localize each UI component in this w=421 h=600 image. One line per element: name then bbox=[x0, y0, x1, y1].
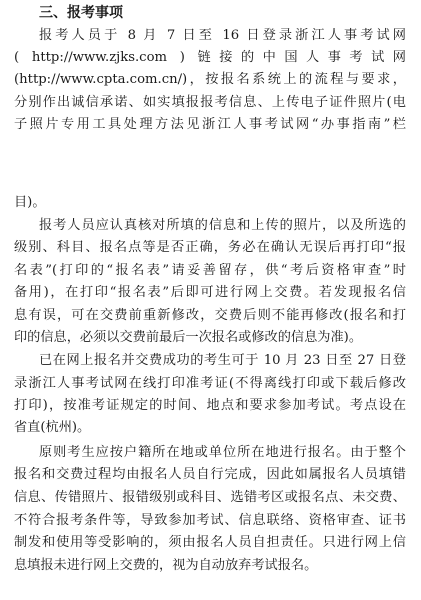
paragraph-1-line-3: (http://www.cpta.com.cn/)，按报名系统上的流程与要求， bbox=[14, 72, 406, 87]
paragraph-1-line-5: 子照片专用工具处理方法见浙江人事考试网“办事指南”栏 bbox=[14, 117, 406, 132]
paragraph-4-line-6: 息填报未进行网上交费的，视为自动放弃考试报名。 bbox=[14, 558, 318, 573]
paragraph-3-line-2: 录浙江人事考试网在线打印准考证(不得离线打印或下载后修改 bbox=[14, 376, 406, 391]
paragraph-2-line-3: 名表”(打印的“报名表”请妥善留存，供“考后资格审查”时 bbox=[14, 263, 406, 278]
paragraph-1-line-6: 目)。 bbox=[14, 195, 46, 210]
paragraph-1-line-1: 报考人员于 8 月 7 日至 16 日登录浙江人事考试网 bbox=[39, 28, 406, 43]
paragraph-2-line-4: 备用)，在打印“报名表”后即可进行网上交费。若发现报名信 bbox=[14, 285, 406, 300]
paragraph-1-line-2: ( http://www.zjks.com ) 链接的中国人事考试网 bbox=[14, 50, 406, 65]
paragraph-2-line-5: 息有误，可在交费前重新修改，交费后则不能再修改(报名和打 bbox=[14, 308, 406, 323]
paragraph-1-line-4: 分别作出诚信承诺、如实填报报考信息、上传电子证件照片(电 bbox=[14, 95, 406, 110]
paragraph-4-line-2: 报名和交费过程均由报名人员自行完成，因此如属报名人员填错 bbox=[14, 467, 406, 482]
paragraph-4-line-4: 不符合报考条件等，导致参加考试、信息联络、资格审查、证书 bbox=[14, 513, 406, 528]
paragraph-3-line-3: 打印)，按准考证规定的时间、地点和要求参加考试。考点设在 bbox=[14, 398, 406, 413]
paragraph-3-line-1: 已在网上报名并交费成功的考生可于 10 月 23 日至 27 日登 bbox=[39, 353, 406, 368]
paragraph-4-line-1: 原则考生应按户籍所在地或单位所在地进行报名。由于整个 bbox=[39, 445, 406, 460]
paragraph-4-line-3: 信息、传错照片、报错级别或科目、选错考区或报名点、未交费、 bbox=[14, 490, 406, 505]
paragraph-3-line-4: 省直(杭州)。 bbox=[14, 420, 91, 435]
section-heading: 三、报考事项 bbox=[39, 5, 123, 21]
paragraph-2-line-2: 级别、科目、报名点等是否正确，务必在确认无误后再打印“报 bbox=[14, 240, 406, 255]
paragraph-2-line-6: 印的信息，必须以交费前最后一次报名或修改的信息为准)。 bbox=[14, 330, 363, 345]
paragraph-4-line-5: 制发和使用等受影响的，须由报名人员自担责任。只进行网上信 bbox=[14, 535, 406, 550]
paragraph-2-line-1: 报考人员应认真核对所填的信息和上传的照片，以及所选的 bbox=[39, 218, 406, 233]
